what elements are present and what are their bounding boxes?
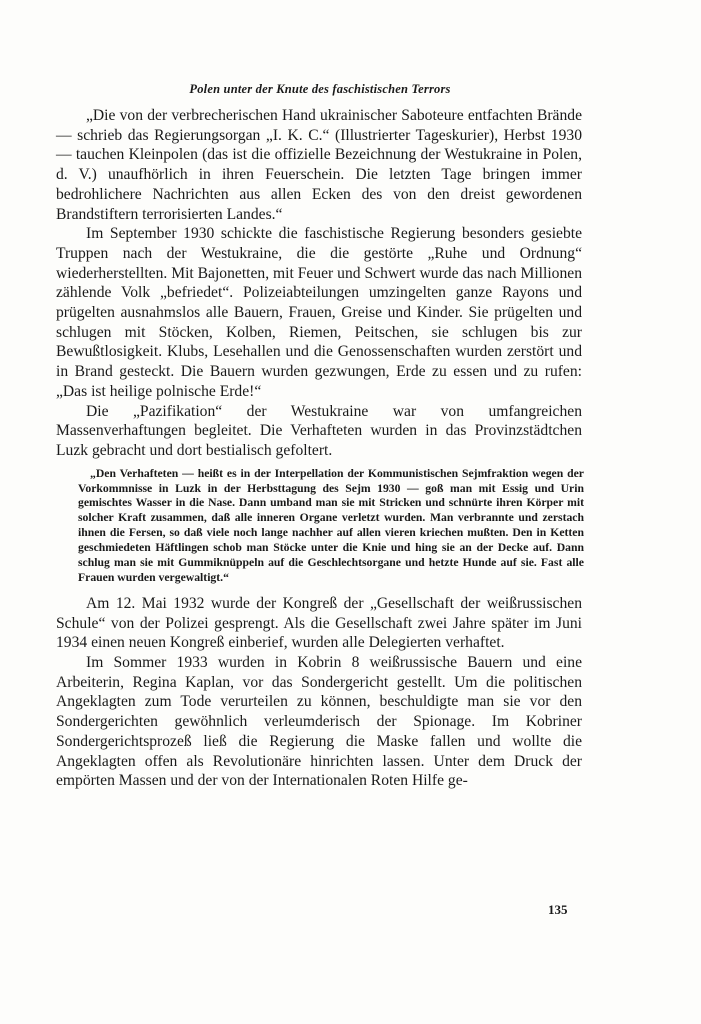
body-text [56,106,582,791]
paragraph-quote-ikc: „Die von der verbrecherischen Hand ukrainischer Saboteure entfachten Brände — schrieb das Regierungsorgan „I. K. C.“ (Illustrierter Tageskurier), Herbst 1930 — tauchen Kleinpolen (das ist die offizielle Bezeichnung der Westukraine in Polen, d. V.) unaufhörlich in ihren Feuerschein. Die letzten Tage bringen immer bedrohlichere Nachrichten aus allen Ecken des von den dreist gewordenen Brandstiftern terrorisierten Landes.“ [56,107,582,223]
paragraph-pacification: Im September 1930 schickte die faschistische Regierung besonders gesiebte Truppen nach der Westukraine, die die gestörte „Ruhe und Ordnung“ wiederherstellten. Mit Bajonetten, mit Feuer und Schwert wurde das nach Millionen zählende Volk „befriedet“. Polizeiabteilungen umzingelten ganze Rayons und prügelten ausnahmslos alle Bauern, Frauen, Greise und Kinder. Sie prügelten und schlugen mit Stöcken, Kolben, Riemen, Peitschen, sie schlugen bis zur Bewußtlosigkeit. Klubs, Lesehallen und die Genossenschaften wurden zerstört und in Brand gesteckt. Die Bauern wurden gezwungen, Erde zu essen und zu rufen: „Das ist heilige polnische Erde!“ [56,225,582,400]
quote-text: „Den Verhafteten — heißt es in der Interpellation der Kommunistischen Sejmfraktion wegen der Vorkommnisse in Luzk in der Herbsttagung des Sejm 1930 — goß man mit Essig und Urin gemischtes Wasser in die Nase. Dann umband man sie mit Stricken und schnürte ihren Körper mit solcher Kraft zusammen, daß alle inneren Organe verletzt wurden. Man verbrannte und zerstach ihnen die Fersen, so daß viele noch lange nachher auf allen vieren kriechen mußten. Den in Ketten geschmiedeten Häftlingen schob man Stöcke unter die Knie und hing sie an der Decke auf. Dann schlug man sie mit Gummiknüppeln auf die Geschlechtsorgane und hetzte Hunde auf sie. Fast alle Frauen wurden vergewaltigt.“ [78,466,584,584]
block-quote [78,467,584,586]
running-head: Polen unter der Knute des faschistischen Terrors [189,82,451,96]
page-number: 135 [548,902,568,917]
paragraph-congress: Am 12. Mai 1932 wurde der Kongreß der „Gesellschaft der weißrussischen Schule“ von der Polizei gesprengt. Als die Gesellschaft zwei Jahre später im Juni 1934 einen neuen Kongreß einberief, wurden alle Delegierten verhaftet. [56,594,582,652]
paragraph-kobrin: Im Sommer 1933 wurden in Kobrin 8 weißrussische Bauern und eine Arbeiterin, Regina Kaplan, vor das Sondergericht gestellt. Um die politischen Angeklagten zum Tode verurteilen zu können, beschuldigte man sie vor den Sondergerichten gewöhnlich verleumderisch der Spionage. Im Kobriner Sondergerichtsprozeß ließ die Regierung die Maske fallen und wollte die Angeklagten offen als Revolutionäre hinrichten lassen. Unter dem Druck der empörten Massen und der von der Internationalen Roten Hilfe ge- [56,654,582,790]
paragraph-arrests: Die „Pazifikation“ der Westukraine war von umfangreichen Massenverhaftungen begleitet. Die Verhafteten wurden in das Provinzstädtchen Luzk gebracht und dort bestialisch gefoltert. [56,402,582,459]
